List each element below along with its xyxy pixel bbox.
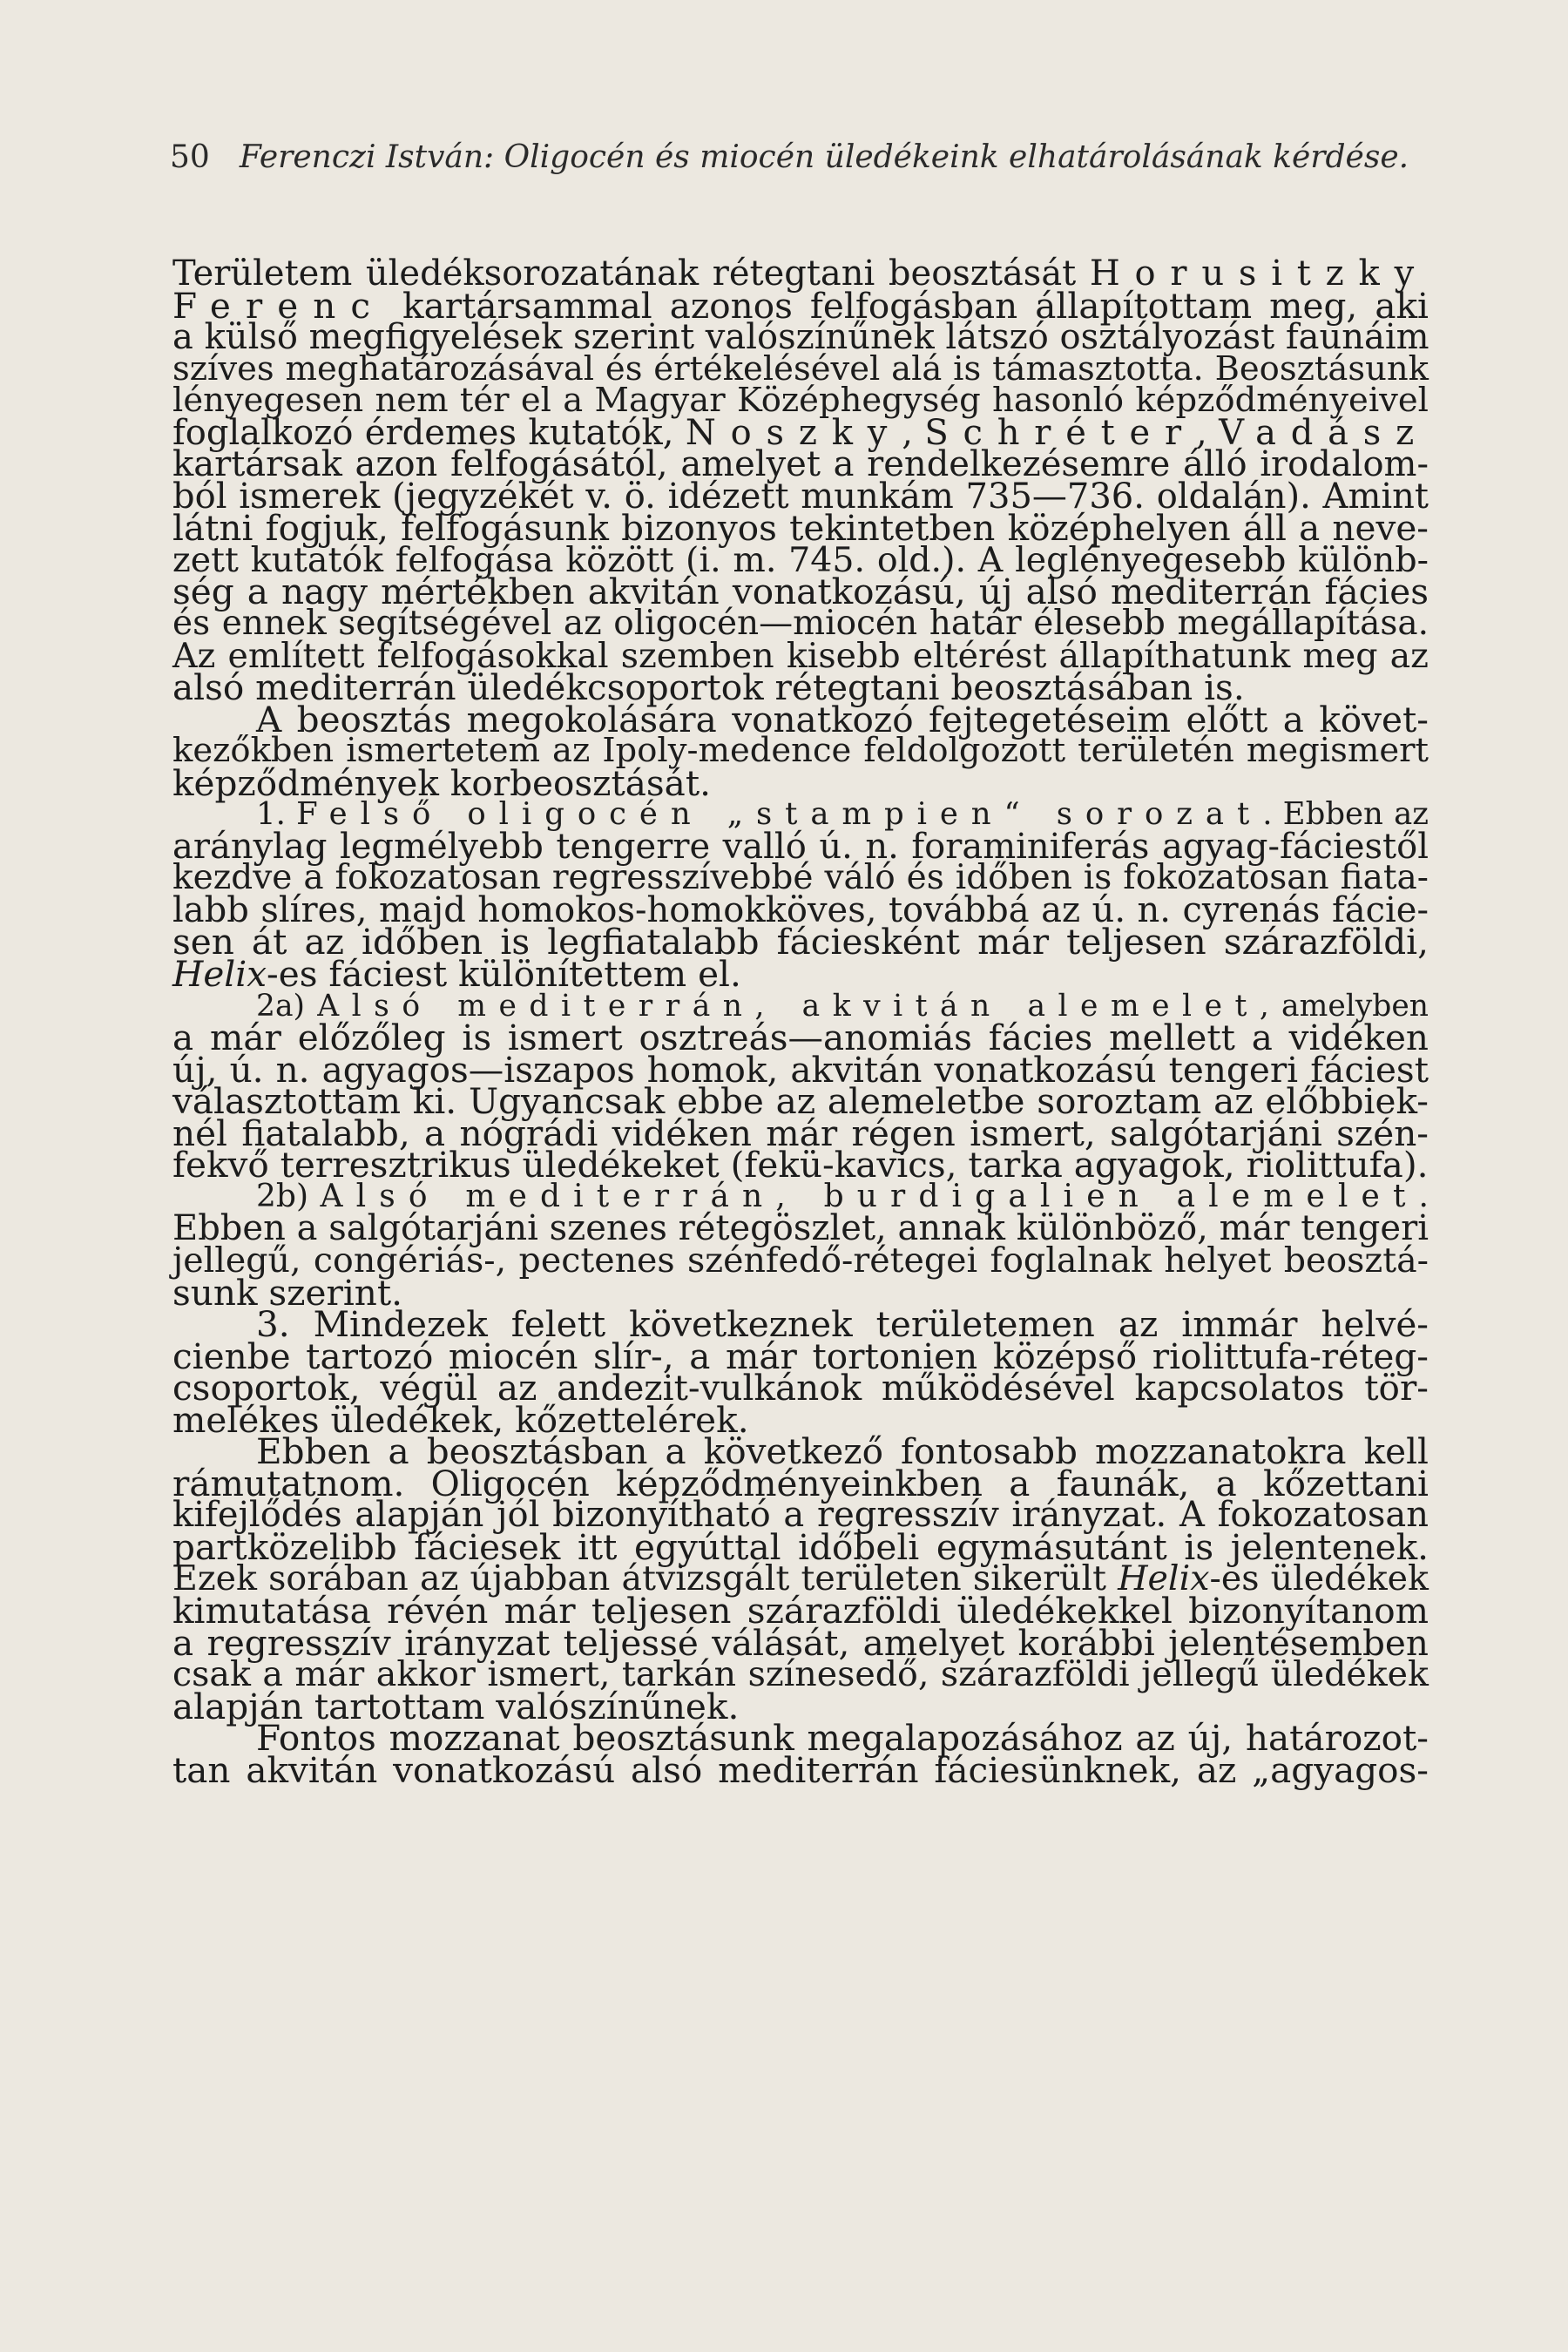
text-segment: választottam ki. Ugyancsak ebbe az alemeletbe soroztam az előbbiek- (172, 1080, 1429, 1123)
text-segment: kartársak azon felfogásától, amelyet a rendelkezésemre álló irodalom- (172, 444, 1429, 485)
text-segment: csoportok, végül az andezit-vulkánok működésével kapcsolatos tör- (172, 1367, 1429, 1409)
italic-term: Helix (1118, 1558, 1210, 1599)
running-title: Ferenczi István: Oligocén és miocén üledékeink elhatárolásának kérdése. (239, 139, 1409, 175)
text-segment: kartársammal azonos felfogásban állapítottam meg, aki (385, 284, 1429, 327)
text-segment: , (1195, 412, 1220, 453)
text-segment: Ebben a beosztásban a következő fontosabb mozzanatokra kell (256, 1430, 1429, 1473)
spaced-emphasis: Alsó mediterrán, akvitán alemelet (317, 988, 1260, 1024)
text-segment: zett kutatók felfogása között (i. m. 745. old.). A leglényegesebb különb- (172, 539, 1429, 580)
text-segment: ség a nagy mértékben akvitán vonatkozású, új alsó mediterrán fácies (172, 571, 1429, 613)
text-segment: 3. Mindezek felett következnek területemen az immár helvé- (256, 1303, 1429, 1346)
text-segment: a regresszív irányzat teljessé válását, amelyet korábbi jelentésemben (172, 1621, 1429, 1664)
spaced-emphasis: Vadász (1219, 412, 1429, 453)
spaced-emphasis: Alsó mediterrán, burdigalien alemelet (320, 1178, 1419, 1214)
text-segment: A beosztás megokolására vonatkozó fejtegetéseim előtt a követ- (256, 698, 1429, 740)
text-segment: jellegű, congériás-, pectenes szénfedő-rétegei foglalnak helyet beosztá- (172, 1240, 1429, 1281)
text-segment: Területem üledéksorozatának rétegtani beosztását (172, 253, 1090, 294)
text-segment: a már előzőleg is ismert osztreás—anomiás fácies mellett a vidéken (172, 1017, 1429, 1059)
text-segment: képződmények korbeosztását. (172, 761, 711, 804)
text-segment: Fontos mozzanat beosztásunk megalapozásához az új, határozot- (256, 1717, 1429, 1760)
spaced-emphasis: Felső oligocén „stampien“ sorozat (296, 796, 1263, 833)
text-segment: partközelibb fáciesek itt egyúttal időbeli egymásutánt is jelentenek. (172, 1525, 1429, 1568)
text-segment: 1. (256, 796, 297, 833)
text-segment: rámutatnom. Oligocén képződményeinkben a faunák, a kőzettani (172, 1462, 1429, 1504)
body-text (172, 253, 1429, 1791)
text-line (172, 761, 1429, 804)
text-segment: kifejlődés alapján jól bizonyítható a regresszív irányzat. A fokozatosan (172, 1495, 1429, 1536)
text-segment: Ezek sorában az újabban átvizsgált területen sikerült (172, 1558, 1119, 1599)
text-segment: -es fáciest különítettem el. (267, 953, 741, 996)
text-segment: csak a már akkor ismert, tarkán színesedő, szárazföldi jellegű üledékek (172, 1654, 1429, 1695)
italic-term: Helix (172, 953, 267, 996)
text-segment: -es üledékek (1209, 1558, 1429, 1599)
text-segment: aránylag legmélyebb tengerre valló ú. n. foraminiferás agyag-fáciestől (172, 826, 1429, 867)
text-segment: tan akvitán vonatkozású alsó mediterrán fáciesünknek, az „agyagos- (172, 1748, 1429, 1791)
text-segment: , amelyben (1259, 988, 1429, 1024)
text-segment: 2a) (256, 988, 318, 1024)
text-segment: sunk szerint. (172, 1271, 403, 1314)
text-segment: látni fogjuk, felfogásunk bizonyos tekintetben középhelyen áll a neve- (172, 507, 1429, 550)
text-line (172, 953, 1429, 996)
text-segment: melékes üledékek, kőzettelérek. (172, 1398, 749, 1441)
text-line (172, 1748, 1429, 1791)
text-segment: fekvő terresztrikus üledékeket (fekü-kavics, tarka agyagok, riolittufa). (172, 1144, 1429, 1186)
text-segment: Az említett felfogásokkal szemben kisebb eltérést állapíthatunk meg az (172, 635, 1429, 676)
text-segment: , (902, 412, 925, 453)
text-segment: a külső megfigyelések szerint valószínűnek látszó osztályozást faunáim (172, 317, 1429, 358)
text-segment: kezőkben ismertetem az Ipoly-medence feldolgozott területén megismert (172, 731, 1429, 771)
spaced-emphasis: Horusitzky (1089, 253, 1429, 294)
text-segment: 2b) (256, 1178, 321, 1214)
text-segment: és ennek segítségével az oligocén—miocén határ élesebb megállapítása. (172, 604, 1429, 644)
spaced-emphasis: Schréter (924, 412, 1196, 453)
text-segment: cienbe tartozó miocén slír-, a már tortonien középső riolittufa-réteg- (172, 1335, 1429, 1377)
running-header (170, 139, 1424, 175)
text-segment: alsó mediterrán üledékcsoportok rétegtani beosztásában is. (172, 666, 1245, 709)
page-number: 50 (170, 139, 210, 175)
text-segment: labb slíres, majd homokos-homokköves, továbbá az ú. n. cyrenás fácie- (172, 889, 1429, 930)
text-segment: foglalkozó érdemes kutatók, (172, 412, 686, 453)
spaced-emphasis: Ferenc (172, 284, 386, 327)
text-segment: . Ebben az (1262, 796, 1429, 833)
text-segment: alapján tartottam valószínűnek. (172, 1685, 740, 1727)
text-segment: lényegesen nem tér el a Magyar Középhegység hasonló képződményeivel (172, 381, 1429, 421)
spaced-emphasis: Noszky (685, 412, 902, 453)
text-segment: . (1418, 1178, 1429, 1214)
text-segment: kezdve a fokozatosan regresszívebbé váló és időben is fokozatosan fiata- (172, 858, 1429, 898)
text-segment: szíves meghatározásával és értékelésével alá is támasztotta. Beosztásunk (172, 348, 1429, 389)
text-segment: új, ú. n. agyagos—iszapos homok, akvitán vonatkozású tengeri fáciest (172, 1048, 1429, 1091)
text-segment: kimutatása révén már teljesen szárazföldi üledékekkel bizonyítanom (172, 1589, 1429, 1632)
text-segment: sen át az időben is legfiatalabb fáciesként már teljesen szárazföldi, (172, 921, 1429, 963)
text-segment: Ebben a salgótarjáni szenes rétegöszlet, annak különböző, már tengeri (172, 1208, 1429, 1249)
text-line (172, 1144, 1429, 1186)
text-segment: ból ismerek (jegyzékét v. ö. idézett munkám 735—736. oldalán). Amint (172, 476, 1429, 517)
text-segment: nél fiatalabb, a nógrádi vidéken már régen ismert, salgótarjáni szén- (172, 1112, 1429, 1154)
